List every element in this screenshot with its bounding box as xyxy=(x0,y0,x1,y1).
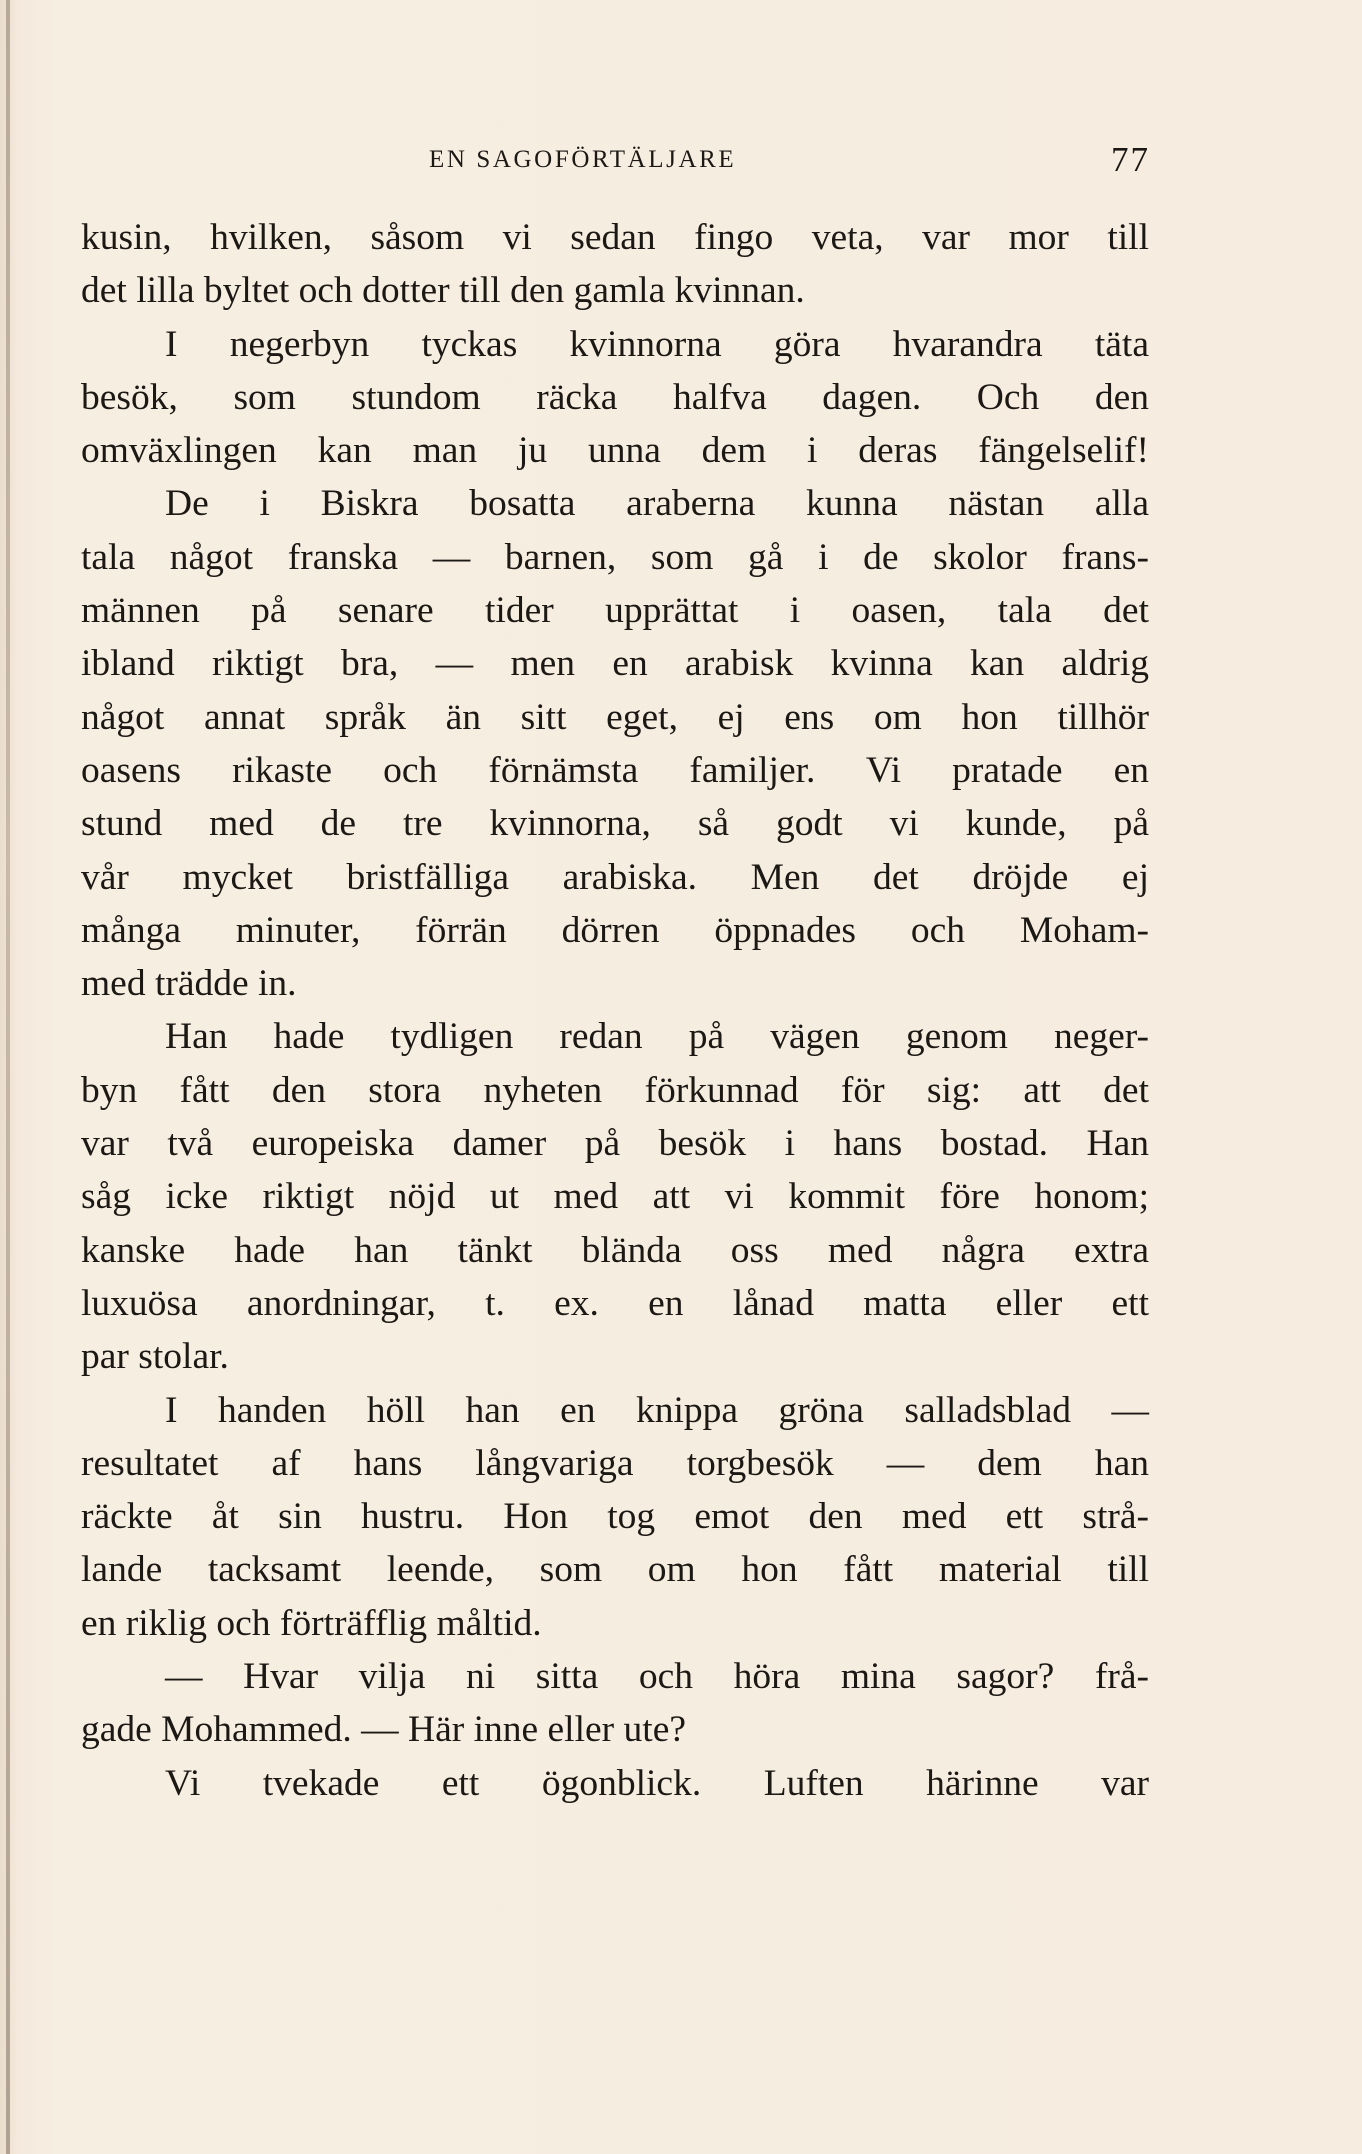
text-line: ibland riktigt bra, — men en arabisk kvinna kan aldrig xyxy=(81,643,1149,685)
text-line: vår mycket bristfälliga arabiska. Men det dröjde ej xyxy=(81,856,1149,898)
text-line: I negerbyn tyckas kvinnorna göra hvarandra täta xyxy=(165,323,1149,365)
text-line: räckte åt sin hustru. Hon tog emot den med ett strå- xyxy=(81,1496,1149,1538)
body-text xyxy=(81,211,1149,1810)
text-line: kanske hade han tänkt blända oss med några extra xyxy=(81,1229,1149,1271)
text-line: Han hade tydligen redan på vägen genom neger- xyxy=(165,1016,1149,1058)
text-line: par stolar. xyxy=(81,1336,229,1378)
text-line: besök, som stundom räcka halfva dagen. Och den xyxy=(81,376,1149,418)
running-head xyxy=(80,136,1150,184)
running-title: EN SAGOFÖRTÄLJARE xyxy=(429,146,737,173)
text-line: I handen höll han en knippa gröna salladsblad — xyxy=(165,1389,1149,1431)
text-line: luxuösa anordningar, t. ex. en lånad matta eller ett xyxy=(81,1282,1149,1324)
binding-edge xyxy=(6,0,10,2154)
text-line: gade Mohammed. — Här inne eller ute? xyxy=(81,1709,686,1751)
page-number: 77 xyxy=(1111,140,1150,179)
text-line: var två europeiska damer på besök i hans bostad. Han xyxy=(81,1123,1149,1165)
text-line: med trädde in. xyxy=(81,963,297,1005)
text-line: stund med de tre kvinnorna, så godt vi kunde, på xyxy=(81,803,1149,845)
text-line: det lilla byltet och dotter till den gamla kvinnan. xyxy=(81,270,805,312)
text-line: en riklig och förträfflig måltid. xyxy=(81,1602,542,1644)
text-line: — Hvar vilja ni sitta och höra mina sagor? frå- xyxy=(165,1656,1149,1698)
text-line: såg icke riktigt nöjd ut med att vi kommit före honom; xyxy=(81,1176,1149,1218)
text-line: lande tacksamt leende, som om hon fått material till xyxy=(81,1549,1149,1591)
text-line: resultatet af hans långvariga torgbesök — dem han xyxy=(81,1442,1149,1484)
text-line: omväxlingen kan man ju unna dem i deras fängelselif! xyxy=(81,430,1149,472)
text-line: männen på senare tider upprättat i oasen, tala det xyxy=(81,590,1149,632)
text-line: oasens rikaste och förnämsta familjer. Vi pratade en xyxy=(81,749,1149,791)
text-line: byn fått den stora nyheten förkunnad för sig: att det xyxy=(81,1069,1149,1111)
text-line: något annat språk än sitt eget, ej ens om hon tillhör xyxy=(81,696,1149,738)
text-line: Vi tvekade ett ögonblick. Luften härinne var xyxy=(165,1762,1149,1804)
text-line: De i Biskra bosatta araberna kunna nästan alla xyxy=(165,483,1149,525)
text-line: kusin, hvilken, såsom vi sedan fingo veta, var mor till xyxy=(81,217,1149,258)
text-line: många minuter, förrän dörren öppnades och Moham- xyxy=(81,909,1149,951)
text-line: tala något franska — barnen, som gå i de skolor frans- xyxy=(81,536,1149,578)
